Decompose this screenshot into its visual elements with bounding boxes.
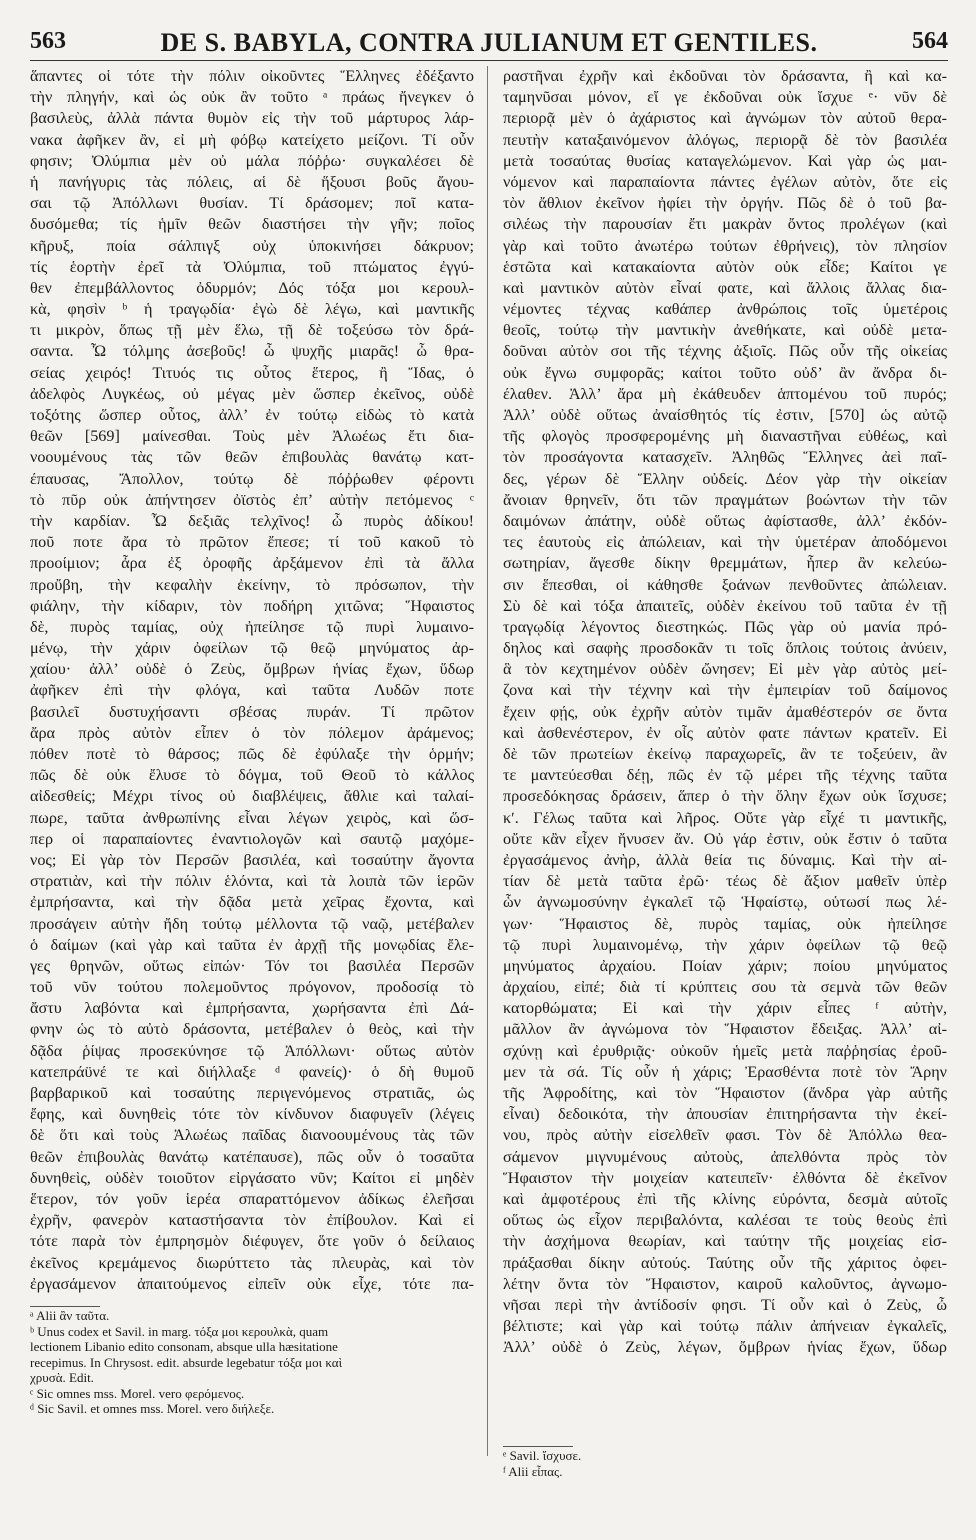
text-line: ὁ δαίμων (καὶ γὰρ καὶ ταῦτα ἐν ἀρχῇ τῆς μονῳδίας ἔλε- [30, 935, 474, 954]
text-line: τῆς φλογὸς προσφερομένης μὴ διαναστῆναι εὐθέως, καὶ [503, 427, 947, 446]
text-line: κῆρυξ, ποία σάλπιγξ οὐχ ὑποκινήσει δάκρυον; [30, 236, 474, 255]
footnote-rule-right [503, 1446, 573, 1447]
text-line: γὰρ καὶ τοῦτο ἀνωτέρω τούτων ἐθρήνεις), τὸν πλησίον [503, 236, 947, 255]
text-line: ἄνοιαν θρηνεῖν, ὅτι τῶν πραγμάτων βοώντων τὴν τῶν [503, 490, 947, 509]
text-line: γες θρηνῶν, οὕτως εἰπών· Τόν τοι βασιλέα Περσῶν [30, 956, 474, 975]
text-line: έπαυσας, Ἄπολλον, τούτῳ δὲ πόῤῥωθεν φέροντι [30, 469, 474, 488]
text-line: ἅπαντες οἱ τότε τὴν πόλιν οἰκοῦντες Ἕλληνες ἐδέξαντο [30, 67, 474, 85]
text-line: σαντα. Ὦ τόλμης ἀσεβοῦς! ὦ ψυχῆς μιαρᾶς! ὦ θρα- [30, 342, 474, 361]
text-line: τὸν ἄθλιον ἐκεῖνον ἠφίει τὴν ὀργήν. Πῶς δὲ ὁ τοῦ βα- [503, 194, 947, 213]
text-line: εἶναι) δεδοικότα, τὴν ἀπουσίαν ἐπιτηρήσαντα τὴν ἐκεί- [503, 1105, 947, 1124]
footnote-line: ᵃ Alii ἂν ταῦτα. [30, 1308, 110, 1323]
text-line: δυσόμεθα; τίς ἡμῖν θεῶν διαστήσει τὴν γῆν; ποῖος [30, 215, 474, 234]
footnote-line: lectionem Libanio edito consonam, absque ulla hæsitatione [30, 1339, 338, 1354]
column-divider [487, 66, 489, 1456]
text-line: καὶ ἀσθενέστερον, ἐν οἷς αὐτὸν φατε πάντων κρατεῖν. Εἰ [503, 723, 947, 742]
text-line: θεν ἐπεμβάλλοντος ὀδυρμόν; Δός τόξα μοι κερουλ- [30, 278, 474, 297]
text-line: μένῳ, τὴν χάριν ὀφείλων τῷ θεῷ μηνύματος ἀρ- [30, 639, 474, 658]
text-line: νόμενον καὶ παραπαίοντα πάντες ἐγέλων αὐτὸν, ὅτε εἰς [503, 172, 947, 191]
text-line: τι μικρὸν, ὅπως τῇ μὲν ἕλω, τῇ δὲ τοξεύσω τὸν δρά- [30, 321, 474, 340]
text-line: τε μαντεύεσθαι δέῃ, πῶς ἐν τῷ μέρει τῆς τέχνης ταῦτα [503, 766, 947, 785]
text-line: νος; Εἰ γὰρ τὸν Περσῶν βασιλέα, καὶ τοσαύτην ἄγοντα [30, 850, 474, 869]
text-line: σχύνῃ καὶ ἐρυθριᾷς· οὐκοῦν ἡμεῖς μετὰ παῤῥησίας ἐροῦ- [503, 1041, 947, 1060]
text-line: δηλος καὶ σαφὴς προσδοκᾶν τι τοῖς ὅπλοις τούτοις ἀνύειν, [503, 639, 947, 658]
text-line: τοῦ νῦν τούτου πολεμοῦντος πρόγονον, προδοσίᾳ τὸ [30, 978, 474, 997]
text-line: ἑστῶτα καὶ κατακαίοντα αὐτὸν οὐκ εἶδε; Καίτοι γε [503, 257, 947, 276]
text-line: καὶ μαντικὸν αὐτὸν εἶναί φατε, καὶ ἄλλοις ἄλλας δια- [503, 278, 947, 297]
text-line: νακα ἀφῆκεν ἂν, εἰ μὴ φόβῳ κατείχετο μείζονι. Τί οὖν [30, 130, 474, 149]
text-line: τες ἑαυτοὺς εἰς ἀπώλειαν, καὶ τὴν ὑμετέραν ἀποδόμενοι [503, 533, 947, 552]
footnotes-right [503, 1448, 947, 1479]
text-line: προὔβη, τὴν κεφαλὴν ἐκείνην, τὸ πρόσωπον, τὴν [30, 575, 474, 594]
running-header [30, 28, 948, 62]
text-line: τὸν προσάγοντα κατασχεῖν. Ἀληθῶς Ἕλληνες ἀεὶ παῖ- [503, 448, 947, 467]
page-number-left: 563 [30, 28, 66, 54]
text-line: πωρε, ταῦτα ἀνθρωπίνης εἶναι λέγων χειρὸς, καὶ ὥσ- [30, 808, 474, 827]
text-line: δὲ τῶν πρωτείων ἐκείνῳ παραχωρεῖς, ἂν τε τοξεύειν, ἂν [503, 745, 947, 763]
text-line: περιορᾷ μὲν ὁ ἀχάριστος καὶ ἀγνώμων τὸν αὐτοῦ θερα- [503, 109, 947, 128]
text-line: ποῦ ποτε ἄρα τὸ πρῶτον ἔπεσε; τί τοῦ κακοῦ τὸ [30, 533, 474, 552]
right-column [503, 66, 947, 1358]
text-line: οὐκ ἔγνω συμφορᾶς; καίτοι τοῦτο οὐδ’ ἂν ἄνδρα δι- [503, 363, 947, 382]
text-line: αἰδεσθείς; Μέχρι τίνος οὐ διαβλέψεις, ἄθλιε καὶ ταλαί- [30, 787, 474, 806]
text-line: ραστῆναι ἐχρῆν καὶ ἐκδοῦναι τὸν δράσαντα, ἢ καὶ κα- [503, 67, 947, 85]
footnote-line: χρυσὰ. Edit. [30, 1370, 94, 1385]
text-line: βαρβαρικοῦ καὶ τοσαύτης περιγενόμενος στρατιᾶς, ὡς [30, 1084, 474, 1102]
text-line: πῶς δὲ οὐκ ἔλυσε τὸ δόγμα, τοῦ Θεοῦ τὸ κάλλος [30, 766, 474, 785]
footnote-line: ᶜ Sic omnes mss. Morel. vero φερόμενος. [30, 1385, 245, 1401]
running-title: DE S. BABYLA, CONTRA JULIANUM ET GENTILES. [160, 28, 818, 57]
text-line: φιάλην, τὴν κίδαριν, τὸν ποδήρη χιτῶνα; Ἥφαιστος [30, 596, 474, 615]
text-line: φνην ὡς τὸ αὐτὸ δράσοντα, μετέβαλεν ὁ θεὸς, καὶ τὴν [30, 1020, 474, 1039]
text-line: βασιλεῖ δυστυχήσαντι σβέσας πυράν. Τί πρῶτον [30, 702, 474, 721]
header-rule [30, 60, 948, 61]
text-line: Ἥφαιστον τὴν μοιχείαν κατειπεῖν· ἐλθόντα δὲ ἐκεῖνον [503, 1168, 947, 1187]
text-line: νου, πρὸς αὐτὴν εἰσελθεῖν φασι. Τὸν δὲ Ἀπόλλω θεα- [503, 1126, 947, 1145]
text-line: Σὺ δὲ καὶ τόξα ἀπαιτεῖς, οὐδὲν ἐκείνου τοῦ ταῦτα ἐν τῇ [503, 596, 947, 615]
text-line: ἐμπρήσαντα, καὶ τὴν δᾷδα μετὰ χεῖρας ἔχοντα, καὶ [30, 893, 474, 912]
text-line: ἀφῆκεν ἐπὶ τὴν φλόγα, καὶ ταῦτα Λυδῶν ποτε [30, 681, 474, 700]
text-line: σείας χειρός! Τιτυός τις οὗτος ἕτερος, ἢ Ἴδας, ὁ [30, 363, 474, 382]
text-line: ἡ πανήγυρις τὰς πόλεις, αἱ δὲ ἥξουσι βοῦς ἄγου- [30, 172, 474, 191]
text-line: δὲ, πυρὸς ταμίας, οὐχ ἠπείλησε τῷ πυρὶ λυμαινο- [30, 617, 474, 636]
text-line: κʹ. Γέλως ταῦτα καὶ λῆρος. Οὔτε γὰρ εἶχέ τι μαντικῆς, [503, 808, 947, 827]
text-line: πόθεν ποτὲ τὸ θάρσος; πῶς δὲ ἐφύλαξε τὴν ὁρμήν; [30, 745, 474, 763]
text-line: ἐργασάμενον ἀπαιτούμενος εἰπεῖν οὐκ εἶχε, τότε πα- [30, 1274, 474, 1293]
text-line: τοξότης ὥσπερ οὗτος, ἀλλ’ ἐν τούτῳ εἰδὼς τὸ κατὰ [30, 406, 474, 424]
footnote-line: ᵇ Unus codex et Savil. in marg. τόξα μοι κερουλκὰ, quam [30, 1323, 329, 1339]
text-line: σωτηρίαν, ἄγεσθε δίκην θρεμμάτων, ἧπερ ἂν κελεύω- [503, 554, 947, 573]
text-line: φησιν; Ὀλύμπια μὲν οὐ μάλα πόῤῥω· συγκαλέσει δὲ [30, 151, 474, 170]
text-line: ἔφης, καὶ δυνηθεὶς τότε τὸν κίνδυνον διαφυγεῖν (λέγεις [30, 1105, 474, 1124]
text-line: ζονα καὶ τὴν τέχνην καὶ τὴν ἐμπειρίαν τοῦ δαίμονος [503, 681, 947, 700]
text-line: σιν ἕπεσθαι, οἱ κάθησθε ξοάνων πενθοῦντες ἀπώλειαν. [503, 575, 947, 594]
text-line: θεοῖς, τούτῳ τὴν μαντικὴν ἀνεθήκατε, καὶ οὐδὲ μετα- [503, 321, 947, 340]
text-line: πευτὴν καταξαινόμενον ἀλόγως, περιορᾷ δὲ τὸν βασιλέα [503, 130, 947, 149]
text-line: δὲ ὅτι καὶ τοὺς Ἀλωέως παῖδας διανοουμένους τὰς τῶν [30, 1126, 474, 1145]
text-line: δες, γέρων δὲ Ἕλλην οὐδείς. Δέον γὰρ τὴν οἰκείαν [503, 469, 947, 488]
text-line: τίς ἑορτὴν ἐρεῖ τὰ Ὀλύμπια, τοῦ πτώματος ἐγγύ- [30, 257, 474, 276]
left-column [30, 66, 474, 1295]
page-number-right: 564 [912, 28, 948, 54]
footnote-rule-left [30, 1306, 100, 1307]
text-line: ἀδελφὸς Λυγκέως, οὐ μέγας μὲν ὥσπερ ἐκεῖνος, οὐδὲ [30, 384, 474, 403]
text-line: ὧν ἀγνωμοσύνην ἐγκαλεῖ τῷ Ἡφαίστῳ, οὑτωσί πως λέ- [503, 893, 947, 912]
text-line: Ἀλλ’ οὐδὲ ὁ Ζεὺς, λέγων, ὄμβρων ἡνίας ἔχων, ὕδωρ [503, 1338, 947, 1357]
text-line: μεν τὰ σά. Τίς οὖν ἡ χάρις; Ἐρασθέντα ποτὲ τὸν Ἄρην [503, 1062, 947, 1081]
text-line: περ οἱ παραπαίοντες ἐναντιολογῶν καὶ σαυτῷ μαχόμε- [30, 829, 474, 848]
text-line: σιλέως τὴν παρουσίαν ἔτι μακρὰν ὄντος προλέγων (καὶ [503, 215, 947, 234]
text-line: ἃ τὸν κεχτημένον οὐδὲν ὤνησεν; Εἰ μὲν γὰρ αὐτὸς μεί- [503, 660, 947, 679]
text-line: τὴν πληγήν, καὶ ὡς οὐκ ἂν τοῦτο ᵃ πράως ἤνεγκεν ὁ [30, 88, 474, 107]
text-line: κατεπράϋνέ τε καὶ διήλλαξε ᵈ φανείς)· ὁ δὴ θυμοῦ [30, 1062, 474, 1081]
text-line: μηνύματος ἀρχαίου. Ποίαν χάριν; ποίου μηνύματος [503, 956, 947, 975]
text-line: καὶ ἀμφοτέρους ἐπὶ τῆς κλίνης εὑρόντα, δεσμὰ αὐτοῖς [503, 1189, 947, 1208]
text-line: χαίου· ἀλλ’ οὐδὲ ὁ Ζεὺς, ὄμβρων ἡνίας ἔχων, ὕδωρ [30, 660, 474, 679]
text-line: βέλτιστε; καὶ γὰρ καὶ τούτῳ πάλιν ἀπήνειαν ἐγκαλεῖς, [503, 1317, 947, 1336]
text-line: δυνηθεὶς, οὐδὲν τοιοῦτον εἰργάσατο νῦν; Καίτοι εἰ μηδὲν [30, 1168, 474, 1187]
text-line: κατορθώματα; Εἰ καὶ τὴν χάριν εἶπες ᶠ αὐτὴν, [503, 999, 947, 1018]
text-line: βασιλεὺς, ἀλλὰ πάντα θυμὸν εἰς τὴν τοῦ μάρτυρος λάρ- [30, 109, 474, 128]
text-line: ἔχειν φῄς, οὐκ ἐχρῆν αὐτὸν τιμᾶν ἀμαθέστερόν σε ὄντα [503, 702, 947, 721]
footnote-line: ᵈ Sic Savil. et omnes mss. Morel. vero διήλεξε. [30, 1401, 275, 1416]
text-line: ταμηνῦσαι μόνον, εἴ γε ἐκδοῦναι οὐκ ἴσχυε ᵉ· νῦν δὲ [503, 88, 947, 107]
text-line: κὰ, φησὶν ᵇ ἡ τραγῳδία· ἐγὼ δὲ λέγω, καὶ μαντικῆς [30, 300, 474, 319]
text-line: τὸ πῦρ οὐκ ἀπήντησεν ὀϊστὸς ἐπ’ αὐτὴν πετόμενος ᶜ [30, 490, 474, 509]
text-line: προσάγειν αὐτὴν ἤδη τούτῳ μέλλοντα τῷ ναῷ, μετέβαλεν [30, 914, 474, 933]
text-line: ἐργασάμενος ἀνὴρ, ἀλλὰ θεία τις δύναμις. Καὶ τὴν αἰ- [503, 850, 947, 869]
text-line: Ἀλλ’ οὐδὲ οὕτως ἀναίσθητός τίς ἐστιν, [570] ὡς αὐτῷ [503, 406, 947, 424]
text-line: νῆσαι περὶ τὴν ἀντίδοσίν φησι. Τί οὖν καὶ ὁ Ζεὺς, ὦ [503, 1295, 947, 1314]
text-line: οὕτως ὡς εἶχον περιβαλόντα, καλέσαι τε τοὺς θεοὺς ἐπὶ [503, 1211, 947, 1230]
text-line: τῷ πυρὶ λυμαινομένῳ, τὴν χάριν ὀφείλων τῷ θεῷ [503, 935, 947, 954]
text-line: τὴν καρδίαν. Ὦ δεξιᾶς τελχῖνος! ὦ πυρὸς ἀδίκου! [30, 511, 474, 530]
text-line: μετὰ τοσαύτας θυσίας καταγελώμενον. Καὶ γὰρ ὡς μαι- [503, 151, 947, 170]
text-line: τῆς Ἀφροδίτης, καὶ τὸν Ἥφαιστον (ἄνδρα γὰρ αὐτῆς [503, 1084, 947, 1102]
text-line: τραγῳδίᾳ λέγοντος διεστηκώς. Πῶς γὰρ οὐ μανία πρό- [503, 617, 947, 636]
text-line: μᾶλλον ἂν ἀγνώμονα τὸν Ἥφαιστον ἔδειξας. Ἀλλ’ αἰ- [503, 1020, 947, 1039]
text-line: ἀρχαίου, εἰπέ; διὰ τί κρύπτεις σου τὰ σεμνὰ τῶν θεῶν [503, 978, 947, 997]
text-line: δαιμόνων ἀπάτην, οὐδὲ οὕτως ἀφίστασθε, ἀλλ’ ἐκδόν- [503, 511, 947, 530]
text-line: προσεδόκησας δράσειν, ἅπερ ὁ τὴν ὅλην ἔχων οὐκ ἴσχυσε; [503, 787, 947, 806]
text-line: στρατιὰν, καὶ τὴν πόλιν ἑλόντα, καὶ τὰ λοιπὰ τῶν ἱερῶν [30, 872, 474, 891]
footnotes-left [30, 1308, 474, 1417]
text-line: τὴν ἀσχήμονα θεωρίαν, καὶ ταύτην τῆς μοιχείας εἰσ- [503, 1232, 947, 1251]
text-line: έλαθεν. Ἀλλ’ ἄρα μὴ ἐκάθευδεν ἁπτομένου τοῦ πυρός; [503, 384, 947, 403]
text-line: τίαν δὲ μετὰ ταῦτα ἐρῶ· τέως δὲ ἄξιον μαθεῖν ὑπὲρ [503, 872, 947, 891]
text-line: νέμοντες τέχνας καθάπερ ἀνθρώποις τοῖς ὑμετέροις [503, 300, 947, 319]
footnote-line: recepimus. In Chrysost. edit. absurde legebatur τόξα μοι καὶ [30, 1354, 343, 1370]
text-line: προοίμιον; ἆρα ἐξ ὀροφῆς ἀρξάμενον ἐπὶ τὰ ἄλλα [30, 554, 474, 573]
text-line: δοῦναι αὐτὸν σοι τῆς τέχνης ἀξιοῖς. Πῶς οὖν τῆς οἰκείας [503, 342, 947, 361]
footnote-line: ᶠ Alii εἶπας. [503, 1463, 563, 1479]
text-line: ἄρα πρὸς αὐτὸν εἶπεν ὁ τὸν πόλεμον ἀράμενος; [30, 723, 474, 742]
text-line: λέτην ὄντα τὸν Ἥφαιστον, καιροῦ καλοῦντος, ἀγνωμο- [503, 1274, 947, 1293]
text-line: νοουμένους τὰς τῶν θεῶν ἐπιβουλὰς θανάτῳ κατ- [30, 448, 474, 467]
text-line: σάμενον μιγνυμένους αὐτοὺς, ἀπελθόντα πρὸς τὸν [503, 1147, 947, 1166]
text-line: θεῶν ἐπιβουλὰς θανάτῳ κατέπαυσε), πῶς οὖν ὁ τοσαῦτα [30, 1147, 474, 1166]
text-line: ἄστυ λαβόντα καὶ ἐμπρήσαντα, χωρήσαντα ἐπὶ Δά- [30, 999, 474, 1018]
text-line: τότε παρὰ τὸν ἐμπρησμὸν διέφυγεν, ὅτε γοῦν ὁ δείλαιος [30, 1232, 474, 1251]
text-line: σαι τῷ Ἀπόλλωνι θυσίαν. Τί δράσομεν; ποῖ κατα- [30, 194, 474, 213]
text-line: γων· Ἥφαιστος δὲ, πυρὸς ταμίας, οὐκ ἠπείλησε [503, 914, 947, 933]
text-line: ἕτερον, τόν γοῦν ἱερέα σπαραττόμενον ἀδίκως ἐλεῆσαι [30, 1189, 474, 1208]
footnote-line: ᵉ Savil. ἴσχυσε. [503, 1448, 582, 1463]
text-line: θεῶν [569] μαίνεσθαι. Τοὺς μὲν Ἀλωέως ἔτι δια- [30, 427, 474, 446]
text-line: οὔτε κἂν εἶχεν ἤνυσεν ἄν. Οὐ γάρ ἐστιν, οὐκ ἔστιν ὁ ταῦτα [503, 829, 947, 848]
text-line: ἐχρῆν, φανερὸν καταστήσαντα τὸν ἐπίβουλον. Καὶ εἰ [30, 1211, 474, 1230]
text-line: πράξασθαι δίκην αὐτούς. Ταύτης οὖν τῆς χάριτος ὀφει- [503, 1253, 947, 1272]
text-line: δᾷδα ῥίψας προσεκύνησε τῷ Ἀπόλλωνι· οὕτως αὐτὸν [30, 1041, 474, 1060]
text-line: ἐκεῖνος κρεμάμενος διωρύττετο τὰς πλευρὰς, καὶ τὸν [30, 1253, 474, 1272]
